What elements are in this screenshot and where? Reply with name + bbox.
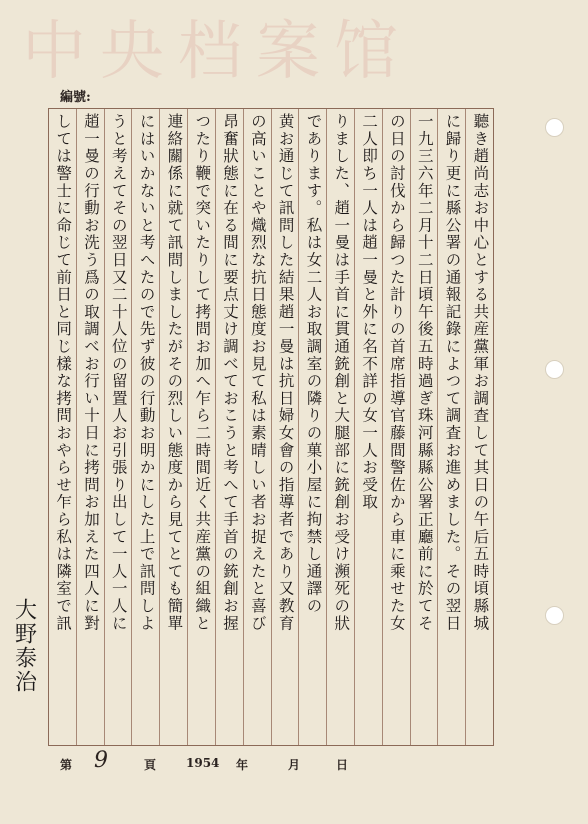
footer-year: 1954	[186, 756, 220, 770]
column-text: 二人即ち一人は趙一曼と外に名不詳の女一人お受取	[360, 113, 379, 511]
column-text: の日の討伐から歸つた計りの首席指導官藤間警佐から車に乘せた女	[387, 113, 406, 632]
signature-text: 大野泰治	[11, 598, 37, 694]
footer-year-label: 年	[236, 758, 249, 772]
text-column	[159, 109, 187, 745]
column-text: に歸り更に縣公署の通報記錄によつて調査お進めました。その翌日	[443, 113, 462, 632]
column-text: 昂奮狀態に在る間に要点丈け調べておこうと考へて手首の銃創お握	[221, 113, 240, 632]
column-text: うと考えてその翌日又二十人位の留置人お引張り出して一人一人に	[109, 113, 128, 632]
text-column	[76, 109, 104, 745]
text-column	[354, 109, 382, 745]
text-column	[243, 109, 271, 745]
text-column	[49, 109, 76, 745]
code-label: 編號:	[60, 90, 91, 105]
column-text: 連絡關係に就て訊問しましたがその烈しい態度から見てとても簡單	[165, 113, 184, 632]
binding-hole-bottom	[545, 606, 564, 625]
footer-page-number: 9	[94, 748, 108, 773]
column-text: 趙一曼の行動お洗う爲の取調べお行い十日に拷問お加えた四人に對	[81, 113, 100, 632]
text-column	[465, 109, 493, 745]
text-column	[298, 109, 326, 745]
text-column	[187, 109, 215, 745]
binding-hole-top	[545, 118, 564, 137]
binding-hole-middle	[545, 360, 564, 379]
column-text: にはいかないと考へたので先ず彼の行動お明かにした上で訊問しよ	[137, 113, 156, 632]
column-text: 一九三六年二月十二日頃午後五時過ぎ珠河縣縣公署正廳前に於てそ	[415, 113, 434, 632]
column-text: 聽き趙尚志お中心とする共産黨軍お調査して其日の午后五時頃縣城	[471, 113, 490, 632]
footer-month-label: 月	[288, 758, 301, 772]
footer-day-label: 日	[336, 758, 349, 772]
footer-dai: 第	[60, 758, 73, 772]
text-column	[437, 109, 465, 745]
text-column	[382, 109, 410, 745]
text-column	[271, 109, 299, 745]
column-text: りました、趙一曼は手首に貫通銃創と大腿部に銃創お受け瀕死の狀	[332, 113, 351, 632]
column-text: 黄お通じて訊問した結果趙一曼は抗日婦女會の指導者であり又教育	[276, 113, 295, 632]
footer-page-label: 頁	[144, 758, 157, 772]
manuscript-grid	[48, 108, 494, 746]
page-footer	[60, 748, 480, 776]
archive-watermark: 中央档案馆	[22, 15, 412, 89]
column-text: の高いことや熾烈な抗日態度お見て私は素晴しい者お捉えたと喜び	[248, 113, 267, 632]
column-text: であります。私は女二人お取調室の隣りの菓小屋に拘禁し通譯の	[304, 113, 323, 615]
text-column	[215, 109, 243, 745]
text-column	[131, 109, 159, 745]
column-text: つたり鞭で突いたりして拷問お加へ乍ら二時間近く共産黨の組織と	[193, 113, 212, 632]
column-text: しては警士に命じて前日と同じ樣な拷問おやらせ乍ら私は隣室で訊	[54, 113, 73, 632]
text-column	[326, 109, 354, 745]
text-column	[410, 109, 438, 745]
text-column	[104, 109, 132, 745]
author-signature	[4, 598, 44, 694]
